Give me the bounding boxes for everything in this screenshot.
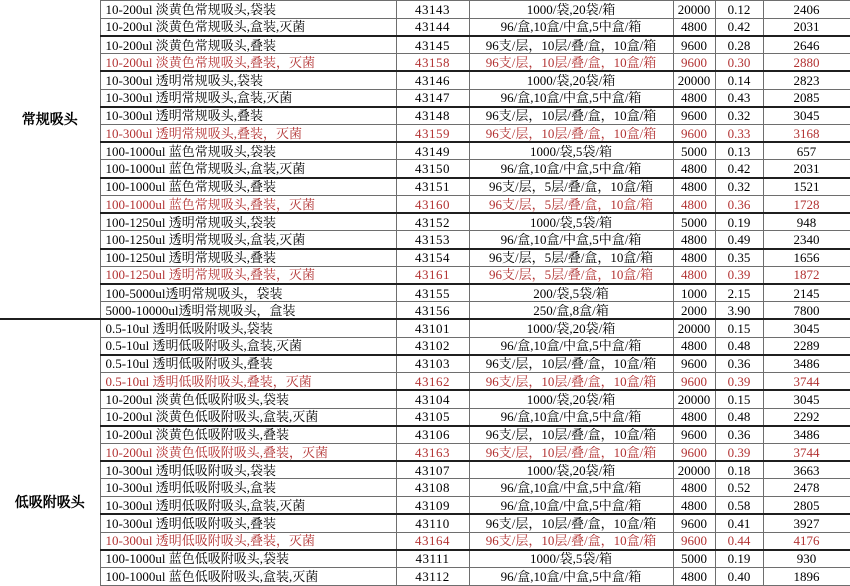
case-quantity-cell: 4800 [673,249,715,267]
case-price-cell: 1872 [763,266,850,284]
unit-price-cell: 0.36 [715,355,763,373]
case-price-cell: 2805 [763,497,850,515]
packaging-spec-cell: 96/盒,10盒/中盒,5中盒/箱 [469,18,673,36]
catalog-number-cell: 43103 [396,355,469,373]
catalog-number-cell: 43101 [396,319,469,337]
table-row [0,390,850,408]
case-price-cell: 2145 [763,284,850,302]
unit-price-cell: 0.48 [715,337,763,355]
catalog-number-cell: 43161 [396,266,469,284]
case-quantity-cell: 20000 [673,319,715,337]
case-price-cell: 2823 [763,71,850,89]
catalog-number-cell: 43156 [396,302,469,320]
case-quantity-cell: 5000 [673,213,715,231]
product-description-cell: 100-1250ul 透明常规吸头,叠装，灭菌 [100,266,396,284]
catalog-number-cell: 43105 [396,408,469,426]
unit-price-cell: 0.48 [715,408,763,426]
packaging-spec-cell: 1000/袋,20袋/箱 [469,71,673,89]
case-price-cell: 2478 [763,479,850,497]
category-cell [0,319,100,585]
unit-price-cell: 0.39 [715,443,763,461]
product-description-cell: 10-200ul 淡黄色常规吸头,袋装 [100,1,396,19]
catalog-number-cell: 43147 [396,89,469,107]
table-row [0,107,850,125]
case-price-cell: 3486 [763,426,850,444]
packaging-spec-cell: 1000/袋,20袋/箱 [469,1,673,19]
packaging-spec-cell: 96支/层，10层/叠/盒，10盒/箱 [469,514,673,532]
unit-price-cell: 0.49 [715,231,763,249]
product-description-cell: 10-200ul 淡黄色低吸附吸头,袋装 [100,390,396,408]
case-quantity-cell: 9600 [673,355,715,373]
table-row [0,337,850,355]
catalog-number-cell: 43107 [396,461,469,479]
packaging-spec-cell: 96/盒,10盒/中盒,5中盒/箱 [469,479,673,497]
packaging-spec-cell: 96/盒,10盒/中盒,5中盒/箱 [469,160,673,178]
unit-price-cell: 0.32 [715,178,763,196]
table-body [0,1,850,586]
table-row [0,302,850,320]
case-price-cell: 1521 [763,178,850,196]
catalog-number-cell: 43146 [396,71,469,89]
catalog-number-cell: 43148 [396,107,469,125]
product-description-cell: 5000-10000ul透明常规吸头，盒装 [100,302,396,320]
case-price-cell: 4176 [763,532,850,550]
product-description-cell: 0.5-10ul 透明低吸附吸头,盒装,灭菌 [100,337,396,355]
unit-price-cell: 0.44 [715,532,763,550]
case-price-cell: 2031 [763,18,850,36]
packaging-spec-cell: 96支/层，10层/叠/盒，10盒/箱 [469,355,673,373]
catalog-number-cell: 43108 [396,479,469,497]
table-row [0,195,850,213]
packaging-spec-cell: 1000/袋,5袋/箱 [469,213,673,231]
category-label: 常规吸头 [21,110,78,127]
table-row [0,568,850,586]
product-description-cell: 10-300ul 透明常规吸头,盒装,灭菌 [100,89,396,107]
catalog-number-cell: 43152 [396,213,469,231]
unit-price-cell: 0.13 [715,142,763,160]
unit-price-cell: 0.33 [715,125,763,143]
table-row [0,355,850,373]
unit-price-cell: 0.40 [715,568,763,586]
case-price-cell: 930 [763,550,850,568]
catalog-number-cell: 43102 [396,337,469,355]
case-quantity-cell: 4800 [673,408,715,426]
catalog-number-cell: 43151 [396,178,469,196]
packaging-spec-cell: 96支/层，10层/叠/盒，10盒/箱 [469,426,673,444]
packaging-spec-cell: 96/盒,10盒/中盒,5中盒/箱 [469,89,673,107]
case-price-cell: 2340 [763,231,850,249]
case-price-cell: 2292 [763,408,850,426]
table-row [0,408,850,426]
unit-price-cell: 0.32 [715,107,763,125]
product-description-cell: 100-1250ul 透明常规吸头,袋装 [100,213,396,231]
case-quantity-cell: 9600 [673,532,715,550]
case-quantity-cell: 4800 [673,497,715,515]
table-row [0,1,850,19]
unit-price-cell: 0.52 [715,479,763,497]
catalog-number-cell: 43153 [396,231,469,249]
product-description-cell: 100-1000ul 蓝色常规吸头,叠装，灭菌 [100,195,396,213]
table-row [0,373,850,391]
packaging-spec-cell: 96支/层，10层/叠/盒，10盒/箱 [469,125,673,143]
catalog-number-cell: 43163 [396,443,469,461]
table-row [0,426,850,444]
product-description-cell: 0.5-10ul 透明低吸附吸头,袋装 [100,319,396,337]
case-quantity-cell: 5000 [673,142,715,160]
table-row [0,71,850,89]
table-row [0,89,850,107]
table-row [0,213,850,231]
catalog-number-cell: 43110 [396,514,469,532]
table-row [0,532,850,550]
product-description-cell: 0.5-10ul 透明低吸附吸头,叠装，灭菌 [100,373,396,391]
case-quantity-cell: 9600 [673,54,715,72]
case-quantity-cell: 2000 [673,302,715,320]
catalog-number-cell: 43144 [396,18,469,36]
product-description-cell: 100-1250ul 透明常规吸头,盒装,灭菌 [100,231,396,249]
unit-price-cell: 0.19 [715,213,763,231]
table-row [0,461,850,479]
case-price-cell: 2289 [763,337,850,355]
case-price-cell: 3744 [763,373,850,391]
unit-price-cell: 0.18 [715,461,763,479]
packaging-spec-cell: 200/袋,5袋/箱 [469,284,673,302]
case-quantity-cell: 1000 [673,284,715,302]
catalog-number-cell: 43109 [396,497,469,515]
case-quantity-cell: 9600 [673,373,715,391]
packaging-spec-cell: 1000/袋,5袋/箱 [469,142,673,160]
case-price-cell: 3168 [763,125,850,143]
table-row [0,443,850,461]
packaging-spec-cell: 96/盒,10盒/中盒,5中盒/箱 [469,408,673,426]
table-row [0,284,850,302]
packaging-spec-cell: 96支/层，5层/叠/盒，10盒/箱 [469,266,673,284]
product-description-cell: 100-1000ul 蓝色低吸附吸头,袋装 [100,550,396,568]
product-description-cell: 100-1000ul 蓝色常规吸头,叠装 [100,178,396,196]
product-description-cell: 10-300ul 透明常规吸头,叠装，灭菌 [100,125,396,143]
product-description-cell: 10-300ul 透明低吸附吸头,盒装 [100,479,396,497]
case-quantity-cell: 20000 [673,461,715,479]
table-row [0,497,850,515]
packaging-spec-cell: 96支/层，10层/叠/盒，10盒/箱 [469,532,673,550]
case-quantity-cell: 4800 [673,337,715,355]
case-price-cell: 3663 [763,461,850,479]
unit-price-cell: 0.30 [715,54,763,72]
table-row [0,18,850,36]
case-price-cell: 3744 [763,443,850,461]
unit-price-cell: 0.41 [715,514,763,532]
case-quantity-cell: 5000 [673,550,715,568]
catalog-number-cell: 43106 [396,426,469,444]
case-price-cell: 2406 [763,1,850,19]
case-price-cell: 2880 [763,54,850,72]
product-description-cell: 0.5-10ul 透明低吸附吸头,叠装 [100,355,396,373]
product-description-cell: 100-1000ul 蓝色常规吸头,盒装,灭菌 [100,160,396,178]
unit-price-cell: 0.15 [715,390,763,408]
case-price-cell: 1656 [763,249,850,267]
case-quantity-cell: 4800 [673,195,715,213]
table-row [0,142,850,160]
catalog-number-cell: 43149 [396,142,469,160]
unit-price-cell: 0.39 [715,373,763,391]
case-price-cell: 3486 [763,355,850,373]
product-description-cell: 100-1000ul 蓝色常规吸头,袋装 [100,142,396,160]
catalog-number-cell: 43158 [396,54,469,72]
case-price-cell: 7800 [763,302,850,320]
unit-price-cell: 0.42 [715,160,763,178]
packaging-spec-cell: 96/盒,10盒/中盒,5中盒/箱 [469,231,673,249]
unit-price-cell: 0.36 [715,195,763,213]
product-description-cell: 10-300ul 透明常规吸头,袋装 [100,71,396,89]
case-price-cell: 657 [763,142,850,160]
catalog-number-cell: 43160 [396,195,469,213]
category-label: 低吸附吸头 [14,494,85,511]
unit-price-cell: 0.14 [715,71,763,89]
packaging-spec-cell: 1000/袋,5袋/箱 [469,550,673,568]
unit-price-cell: 0.15 [715,319,763,337]
product-description-cell: 100-1000ul 蓝色低吸附吸头,盒装,灭菌 [100,568,396,586]
case-quantity-cell: 9600 [673,443,715,461]
catalog-number-cell: 43164 [396,532,469,550]
catalog-number-cell: 43112 [396,568,469,586]
unit-price-cell: 0.43 [715,89,763,107]
case-price-cell: 948 [763,213,850,231]
unit-price-cell: 0.19 [715,550,763,568]
case-price-cell: 2031 [763,160,850,178]
case-quantity-cell: 4800 [673,89,715,107]
packaging-spec-cell: 96支/层，10层/叠/盒，10盒/箱 [469,443,673,461]
case-price-cell: 3045 [763,107,850,125]
packaging-spec-cell: 96支/层，10层/叠/盒，10盒/箱 [469,54,673,72]
case-quantity-cell: 4800 [673,231,715,249]
unit-price-cell: 0.35 [715,249,763,267]
catalog-number-cell: 43104 [396,390,469,408]
case-quantity-cell: 9600 [673,426,715,444]
table-row [0,36,850,54]
case-price-cell: 1896 [763,568,850,586]
case-price-cell: 3045 [763,319,850,337]
case-quantity-cell: 4800 [673,568,715,586]
table-row [0,54,850,72]
packaging-spec-cell: 96支/层，10层/叠/盒，10盒/箱 [469,373,673,391]
table-row [0,231,850,249]
case-quantity-cell: 4800 [673,178,715,196]
catalog-number-cell: 43154 [396,249,469,267]
case-quantity-cell: 20000 [673,71,715,89]
product-description-cell: 10-300ul 透明低吸附吸头,叠装，灭菌 [100,532,396,550]
case-price-cell: 1728 [763,195,850,213]
packaging-spec-cell: 1000/袋,20袋/箱 [469,461,673,479]
packaging-spec-cell: 96/盒,10盒/中盒,5中盒/箱 [469,337,673,355]
packaging-spec-cell: 96支/层，10层/叠/盒，10盒/箱 [469,36,673,54]
product-description-cell: 10-200ul 淡黄色常规吸头,叠装，灭菌 [100,54,396,72]
product-description-cell: 100-1250ul 透明常规吸头,叠装 [100,249,396,267]
table-row [0,514,850,532]
product-description-cell: 10-200ul 淡黄色低吸附吸头,叠装，灭菌 [100,443,396,461]
product-description-cell: 10-200ul 淡黄色常规吸头,盒装,灭菌 [100,18,396,36]
catalog-number-cell: 43145 [396,36,469,54]
catalog-number-cell: 43150 [396,160,469,178]
unit-price-cell: 0.12 [715,1,763,19]
product-description-cell: 10-200ul 淡黄色低吸附吸头,叠装 [100,426,396,444]
packaging-spec-cell: 96/盒,10盒/中盒,5中盒/箱 [469,497,673,515]
case-price-cell: 2646 [763,36,850,54]
unit-price-cell: 0.58 [715,497,763,515]
case-price-cell: 2085 [763,89,850,107]
case-price-cell: 3045 [763,390,850,408]
case-quantity-cell: 4800 [673,479,715,497]
product-description-cell: 10-300ul 透明低吸附吸头,叠装 [100,514,396,532]
unit-price-cell: 0.36 [715,426,763,444]
case-quantity-cell: 20000 [673,390,715,408]
table-row [0,319,850,337]
case-quantity-cell: 20000 [673,1,715,19]
catalog-number-cell: 43159 [396,125,469,143]
table-row [0,160,850,178]
packaging-spec-cell: 1000/袋,20袋/箱 [469,319,673,337]
table-row [0,550,850,568]
catalog-number-cell: 43155 [396,284,469,302]
packaging-spec-cell: 96支/层，5层/叠/盒，10盒/箱 [469,178,673,196]
packaging-spec-cell: 96支/层，5层/叠/盒，10盒/箱 [469,195,673,213]
table-row [0,125,850,143]
product-description-cell: 10-200ul 淡黄色低吸附吸头,盒装,灭菌 [100,408,396,426]
unit-price-cell: 0.39 [715,266,763,284]
table-row [0,249,850,267]
case-price-cell: 3927 [763,514,850,532]
catalog-number-cell: 43111 [396,550,469,568]
packaging-spec-cell: 96支/层，10层/叠/盒，10盒/箱 [469,107,673,125]
packaging-spec-cell: 96/盒,10盒/中盒,5中盒/箱 [469,568,673,586]
category-cell [0,1,100,320]
case-quantity-cell: 9600 [673,107,715,125]
unit-price-cell: 3.90 [715,302,763,320]
unit-price-cell: 0.42 [715,18,763,36]
product-description-cell: 10-300ul 透明低吸附吸头,盒装,灭菌 [100,497,396,515]
product-description-cell: 10-200ul 淡黄色常规吸头,叠装 [100,36,396,54]
case-quantity-cell: 4800 [673,160,715,178]
product-description-cell: 10-300ul 透明常规吸头,叠装 [100,107,396,125]
table-row [0,266,850,284]
case-quantity-cell: 9600 [673,36,715,54]
packaging-spec-cell: 1000/袋,20袋/箱 [469,390,673,408]
catalog-number-cell: 43143 [396,1,469,19]
packaging-spec-cell: 250/盒,8盒/箱 [469,302,673,320]
case-quantity-cell: 9600 [673,514,715,532]
unit-price-cell: 2.15 [715,284,763,302]
packaging-spec-cell: 96支/层，5层/叠/盒，10盒/箱 [469,249,673,267]
product-description-cell: 10-300ul 透明低吸附吸头,袋装 [100,461,396,479]
unit-price-cell: 0.28 [715,36,763,54]
catalog-number-cell: 43162 [396,373,469,391]
product-description-cell: 100-5000ul透明常规吸头，袋装 [100,284,396,302]
case-quantity-cell: 4800 [673,266,715,284]
table-row [0,178,850,196]
case-quantity-cell: 9600 [673,125,715,143]
table-row [0,479,850,497]
case-quantity-cell: 4800 [673,18,715,36]
